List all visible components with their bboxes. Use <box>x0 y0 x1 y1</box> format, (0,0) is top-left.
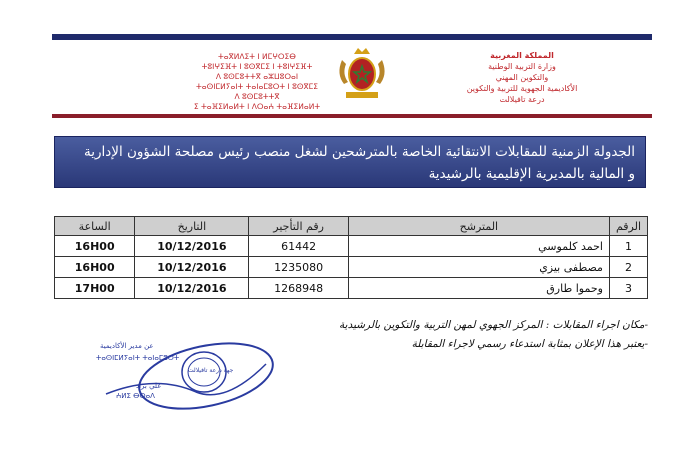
stamp-tifinagh-line-1: ⵜⴰⵙⵏⵎⵍⵢⴰⵏⵜ ⵜⴰⵏⴰⵎⵓⵔⵜ <box>96 354 180 362</box>
header-candidate: المترشح <box>348 217 609 236</box>
arabic-line: الأكاديمية الجهوية للتربية والتكوين <box>466 84 578 93</box>
cell-registration: 61442 <box>249 236 348 257</box>
stamp-tifinagh-line-2: ⵄⵍⵉ ⴱⵔⴰⴷ <box>116 392 155 400</box>
cell-registration: 1235080 <box>249 257 348 278</box>
title-line-1: الجدولة الزمنية للمقابلات الانتقائية الخاصة بالمترشحين لشغل منصب رئيس مصلحة الشؤون الإدارية <box>83 144 635 160</box>
arabic-line: المملكة المغربية <box>490 51 554 60</box>
header-number: الرقم <box>609 217 647 236</box>
stamp-name-text: علي براد <box>136 382 162 390</box>
header-registration: رقم التأجير <box>249 217 348 236</box>
tifinagh-line: ⴷ ⵓⵙⵎⵓⵜⵜⴳ ⴰⵣⵡⵓⵔⴰⵏ <box>215 72 299 81</box>
title-line-2: و المالية بالمديرية الإقليمية بالرشيدية <box>428 166 635 182</box>
cell-time: 16H00 <box>55 236 135 257</box>
tifinagh-line: ⵜⴰⴳⵍⴷⵉⵜ ⵏ ⵍⵎⵖⵔⵉⴱ <box>218 52 296 61</box>
cell-time: 16H00 <box>55 257 135 278</box>
notes-block <box>300 316 648 354</box>
table-row <box>55 278 648 299</box>
letterhead <box>52 34 652 118</box>
schedule-table <box>54 216 648 299</box>
arabic-line: درعة تافيلالت <box>499 95 545 104</box>
tifinagh-line: ⵜⴰⵙⵏⵎⵍⵢⴰⵏⵜ ⵜⴰⵏⴰⵎⵓⵔⵜ ⵏ ⵓⵙⴳⵎⵉ <box>195 82 319 91</box>
cell-number: 1 <box>609 236 647 257</box>
cell-time: 17H00 <box>55 278 135 299</box>
cell-number: 3 <box>609 278 647 299</box>
cell-date: 10/12/2016 <box>135 278 249 299</box>
tifinagh-line: ⵜⵓⵏⵖⵉⴼⵜ ⵏ ⵓⵙⴳⵎⵉ ⵏ ⵜⵓⵏⵖⵉⴼⵜ <box>201 62 313 71</box>
signature-stamp <box>96 334 276 424</box>
table-header-row <box>55 217 648 236</box>
cell-number: 2 <box>609 257 647 278</box>
stamp-seal-text: جهة درعة تافيلالت <box>188 367 234 374</box>
header-date: التاريخ <box>135 217 249 236</box>
cell-candidate: وحموا طارق <box>348 278 609 299</box>
stamp-top-text: عن مدير الأكاديمية <box>100 342 154 350</box>
tifinagh-line: ⴷ ⵓⵙⵎⵓⵜⵜⴳ <box>234 92 280 101</box>
table-row <box>55 257 648 278</box>
note-location: -مكان اجراء المقابلات : المركز الجهوي لمهن التربية والتكوين بالرشيدية <box>339 319 648 331</box>
cell-date: 10/12/2016 <box>135 236 249 257</box>
letterhead-arabic-block <box>432 50 612 105</box>
cell-candidate: مصطفى بيزي <box>348 257 609 278</box>
cell-candidate: احمد كلموسي <box>348 236 609 257</box>
note-official-summons: -يعتبر هذا الإعلان بمثابة استدعاء رسمي لاجراء المقابلة <box>411 338 648 350</box>
cell-date: 10/12/2016 <box>135 257 249 278</box>
moroccan-coat-of-arms-icon <box>332 44 392 104</box>
tifinagh-line: ⵉ ⵜⴰⴼⵉⵍⴰⵍⵜ ⵏ ⴷⵔⴰⵄ ⵜⴰⴼⵉⵍⴰⵍⵜ <box>193 102 321 111</box>
arabic-line: والتكوين المهني <box>495 73 549 82</box>
document-title <box>54 136 646 188</box>
letterhead-tifinagh-block <box>182 52 332 112</box>
arabic-line: وزارة التربية الوطنية <box>488 62 556 71</box>
header-time: الساعة <box>55 217 135 236</box>
table-row <box>55 236 648 257</box>
cell-registration: 1268948 <box>249 278 348 299</box>
